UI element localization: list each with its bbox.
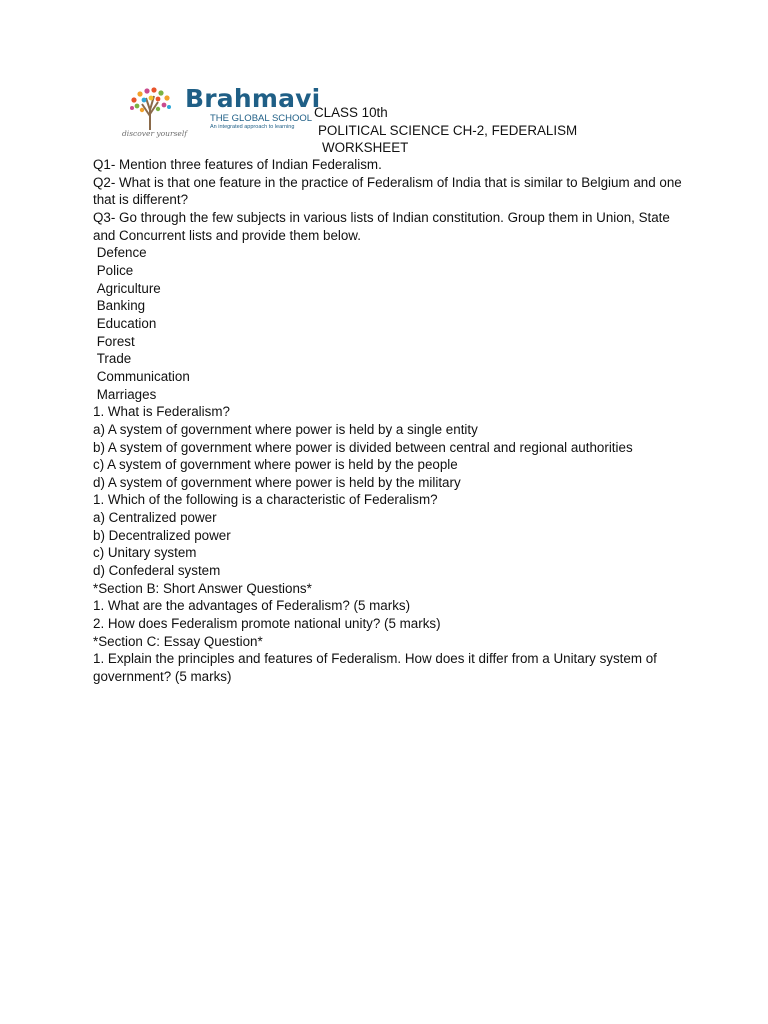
short-answer-question: 2. How does Federalism promote national unity? (5 marks) bbox=[93, 616, 441, 632]
subject-line: POLITICAL SCIENCE CH-2, FEDERALISM bbox=[318, 122, 578, 138]
mcq-option: c) A system of government where power is held by the people bbox=[93, 457, 458, 473]
mcq-option: b) A system of government where power is divided between central and regional authorities bbox=[93, 439, 633, 455]
mcq-question: 1. Which of the following is a characteristic of Federalism? bbox=[93, 492, 438, 508]
subject-item: Trade bbox=[93, 351, 132, 367]
mcq-option: b) Decentralized power bbox=[93, 527, 231, 543]
short-answer-question: 1. What are the advantages of Federalism? (5 marks) bbox=[93, 598, 411, 614]
mcq-option: c) Unitary system bbox=[93, 545, 197, 561]
subject-item: Communication bbox=[93, 368, 190, 384]
worksheet-title: WORKSHEET bbox=[322, 140, 409, 156]
subject-item: Marriages bbox=[93, 386, 157, 402]
mcq-option: d) Confederal system bbox=[93, 563, 221, 579]
mcq-option: d) A system of government where power is held by the military bbox=[93, 474, 461, 490]
question-3: Q3- Go through the few subjects in various lists of Indian constitution. Group them in Union, State and Concurrent lists and provide them below. bbox=[93, 209, 674, 243]
question-1: Q1- Mention three features of Indian Federalism. bbox=[93, 157, 382, 172]
logo-name: Brahmavi bbox=[185, 84, 321, 113]
class-line: CLASS 10th bbox=[314, 105, 388, 120]
subject-item: Banking bbox=[93, 298, 146, 314]
subject-item: Police bbox=[93, 262, 134, 278]
tree-logo-icon bbox=[126, 86, 174, 130]
section-c-heading: *Section C: Essay Question* bbox=[93, 633, 263, 649]
mcq-question: 1. What is Federalism? bbox=[93, 404, 230, 420]
school-logo bbox=[122, 84, 321, 140]
logo-tagline: An integrated approach to learning bbox=[210, 124, 295, 130]
logo-discover-text: discover yourself bbox=[122, 129, 188, 138]
worksheet-body bbox=[93, 156, 686, 686]
subject-item: Forest bbox=[93, 333, 135, 349]
mcq-option: a) A system of government where power is held by a single entity bbox=[93, 421, 478, 437]
mcq-option: a) Centralized power bbox=[93, 510, 217, 526]
essay-question: 1. Explain the principles and features of Federalism. How does it differ from a Unitary system of government? (5 marks) bbox=[93, 651, 661, 685]
section-b-heading: *Section B: Short Answer Questions* bbox=[93, 580, 312, 596]
question-2: Q2- What is that one feature in the practice of Federalism of India that is similar to Belgium and one that is different? bbox=[93, 174, 686, 208]
subject-item: Education bbox=[93, 315, 157, 331]
logo-subtitle: THE GLOBAL SCHOOL bbox=[210, 113, 313, 124]
subject-item: Defence bbox=[93, 245, 147, 261]
subject-item: Agriculture bbox=[93, 280, 161, 296]
